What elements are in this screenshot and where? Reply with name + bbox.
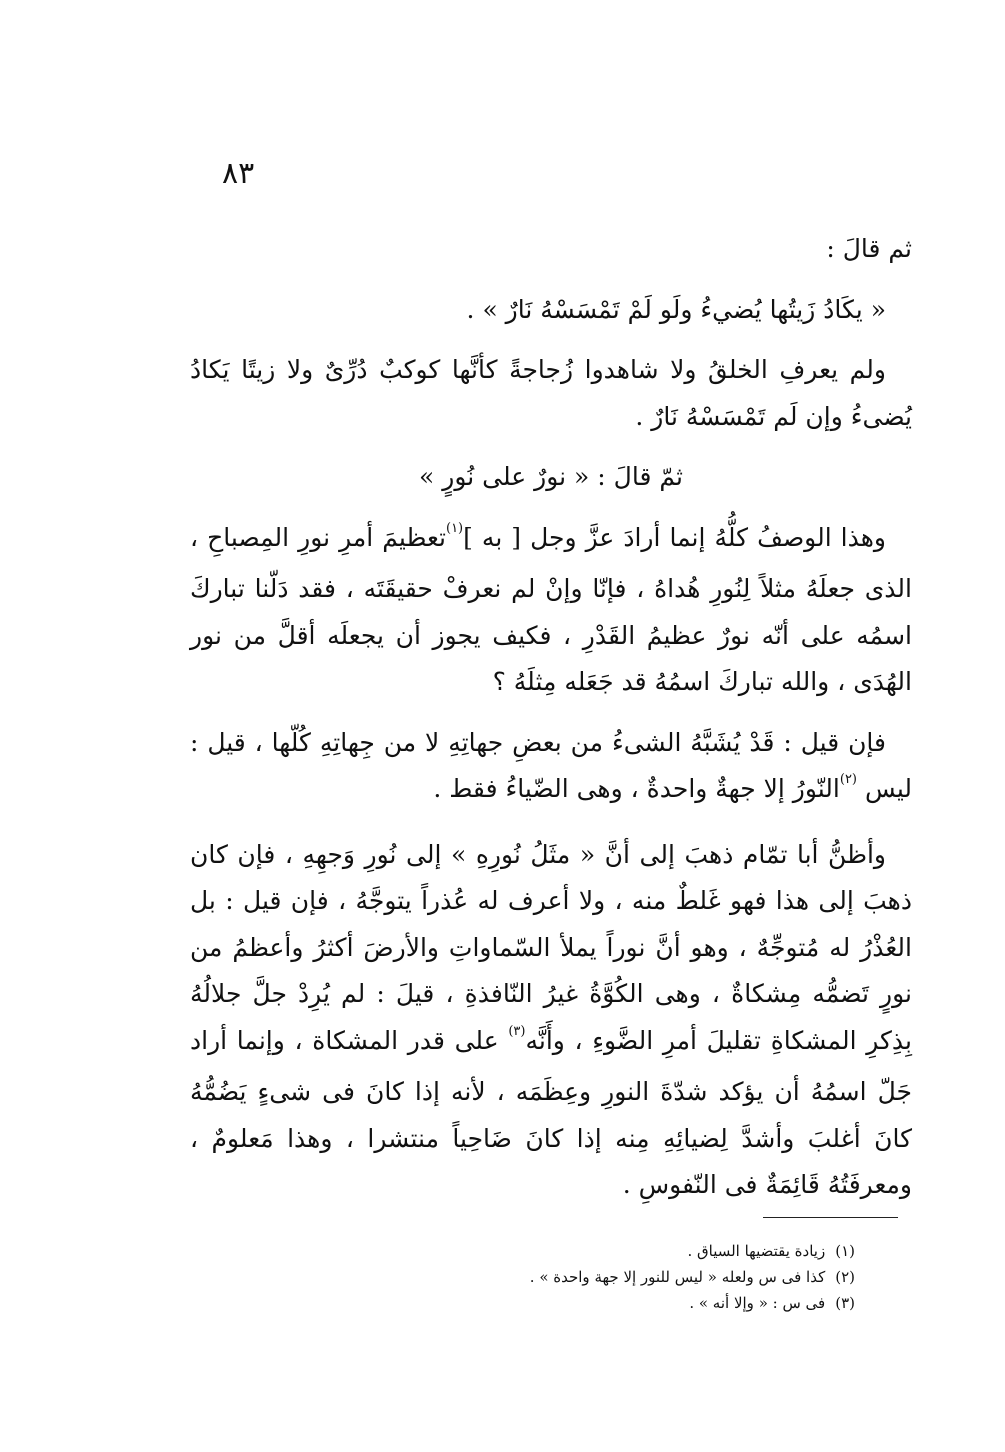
- footnote-text: زيادة يقتضيها السياق .: [687, 1242, 826, 1260]
- footnote-text: فى س : « وإلا أنه » .: [689, 1294, 826, 1312]
- paragraph-then-said: ثم قالَ :: [826, 234, 912, 263]
- footnote-1: [335, 1238, 855, 1264]
- paragraph-description-glorification: [190, 515, 912, 706]
- paragraph-text: وهذا الوصفُ كلُّهُ إنما أرادَ عزَّ وجل [ به ]: [463, 522, 887, 552]
- page-number: ٨٣: [222, 156, 255, 191]
- paragraph-light-upon-light: ثمّ قالَ : « نورٌ على نُورٍ »: [419, 462, 683, 491]
- footnote-marker-1: (١): [445, 520, 464, 536]
- paragraph-objection-similarity: [190, 720, 912, 818]
- footnotes: [335, 1238, 855, 1316]
- paragraph-quran-quote-oil: « يكَادُ زَيتُها يُضيءُ ولَو لَمْ تَمْسَسْهُ نَارٌ » .: [466, 294, 886, 324]
- footnote-number: (٣): [835, 1294, 855, 1312]
- paragraph-creation-never-saw: ولم يعرفِ الخلقُ ولا شاهدوا زُجاجةً كأنَّها كوكبٌ دُرِّىٌ ولا زيتًا يَكادُ يُضىءُ وإن لَم تَمْسَسْهُ نَارٌ .: [190, 355, 912, 431]
- footnote-3: [335, 1290, 855, 1316]
- footnote-text: كذا فى س ولعله « ليس للنور إلا جهة واحدة » .: [529, 1268, 826, 1286]
- paragraph-text: فإن قيل : قَدْ يُشَبَّهُ الشىءُ من بعضِ جهاتِهِ لا من جِهاتِهِ كُلّها ، قيل : ليس: [190, 727, 912, 803]
- footnote-divider: [763, 1217, 898, 1218]
- footnote-marker-2: (٢): [839, 772, 857, 787]
- footnote-2: [335, 1264, 855, 1290]
- footnote-number: (٢): [835, 1268, 855, 1286]
- paragraph-text: على قدر المشكاة ، وإنما أراد جَلّ اسمُهُ أن يؤكد شدّةَ النورِ وعِظَمَه ، لأنه إذا كانَ فى شىءٍ يَضُمُّهُ كانَ أغلبَ وأشدَّ لِضيائِهِ مِنه إذا كانَ ضَاحِياً منتشرا ، وهذا مَعلومٌ ، ومعرفَتُهُ قَائِمَةٌ فى النّفوسِ .: [190, 1025, 912, 1199]
- paragraph-text: تعظيمَ أمرِ نورِ المِصباحِ ، الذى جعلَهُ مثلاً لِنُورِ هُداهُ ، فإنّا وإنْ لم نعرفْ حقيقَتَه ، فقد دَلّنا تباركَ اسمُه على أنّه نورٌ عظيمُ القَدْرِ ، فكيف يجوز أن يجعلَه أقلَّ من نور الهُدَى ، والله تباركَ اسمُهُ قد جَعَله مِثلَهُ ؟: [190, 522, 912, 696]
- paragraph-abu-tammam: [190, 832, 912, 1209]
- footnote-number: (١): [835, 1242, 855, 1260]
- paragraph-text: النّورُ إلا جهةٌ واحدةٌ ، وهى الضّياءُ فقط .: [433, 774, 840, 803]
- main-text: [190, 226, 912, 1223]
- footnote-marker-3: (٣): [508, 1023, 526, 1039]
- paragraph-text: وأظنُّ أبا تمّام ذهبَ إلى أنَّ « مثَلُ نُورِهِ » إلى نُورِ وَجهِهِ ، فإن كان ذهبَ إلى هذا فهو غَلطٌ منه ، ولا أعرف له عُذراً يتوجَّهُ ، فإن قيل : بل العُذْرُ له مُتوجِّهٌ ، وهو أنَّ نوراً يملأ السّماواتِ والأرضَ أكثرُ وأعظمُ من نورٍ تَضمُّه مِشكاةٌ ، وهى الكُوَّةُ غيرُ النّافذةِ ، قيلَ : لم يُرِدْ جلَّ جلالُهُ بِذِكرِ المشكاةِ تقليلَ أمرِ الضَّوءِ ، وأَنَّه: [190, 839, 912, 1055]
